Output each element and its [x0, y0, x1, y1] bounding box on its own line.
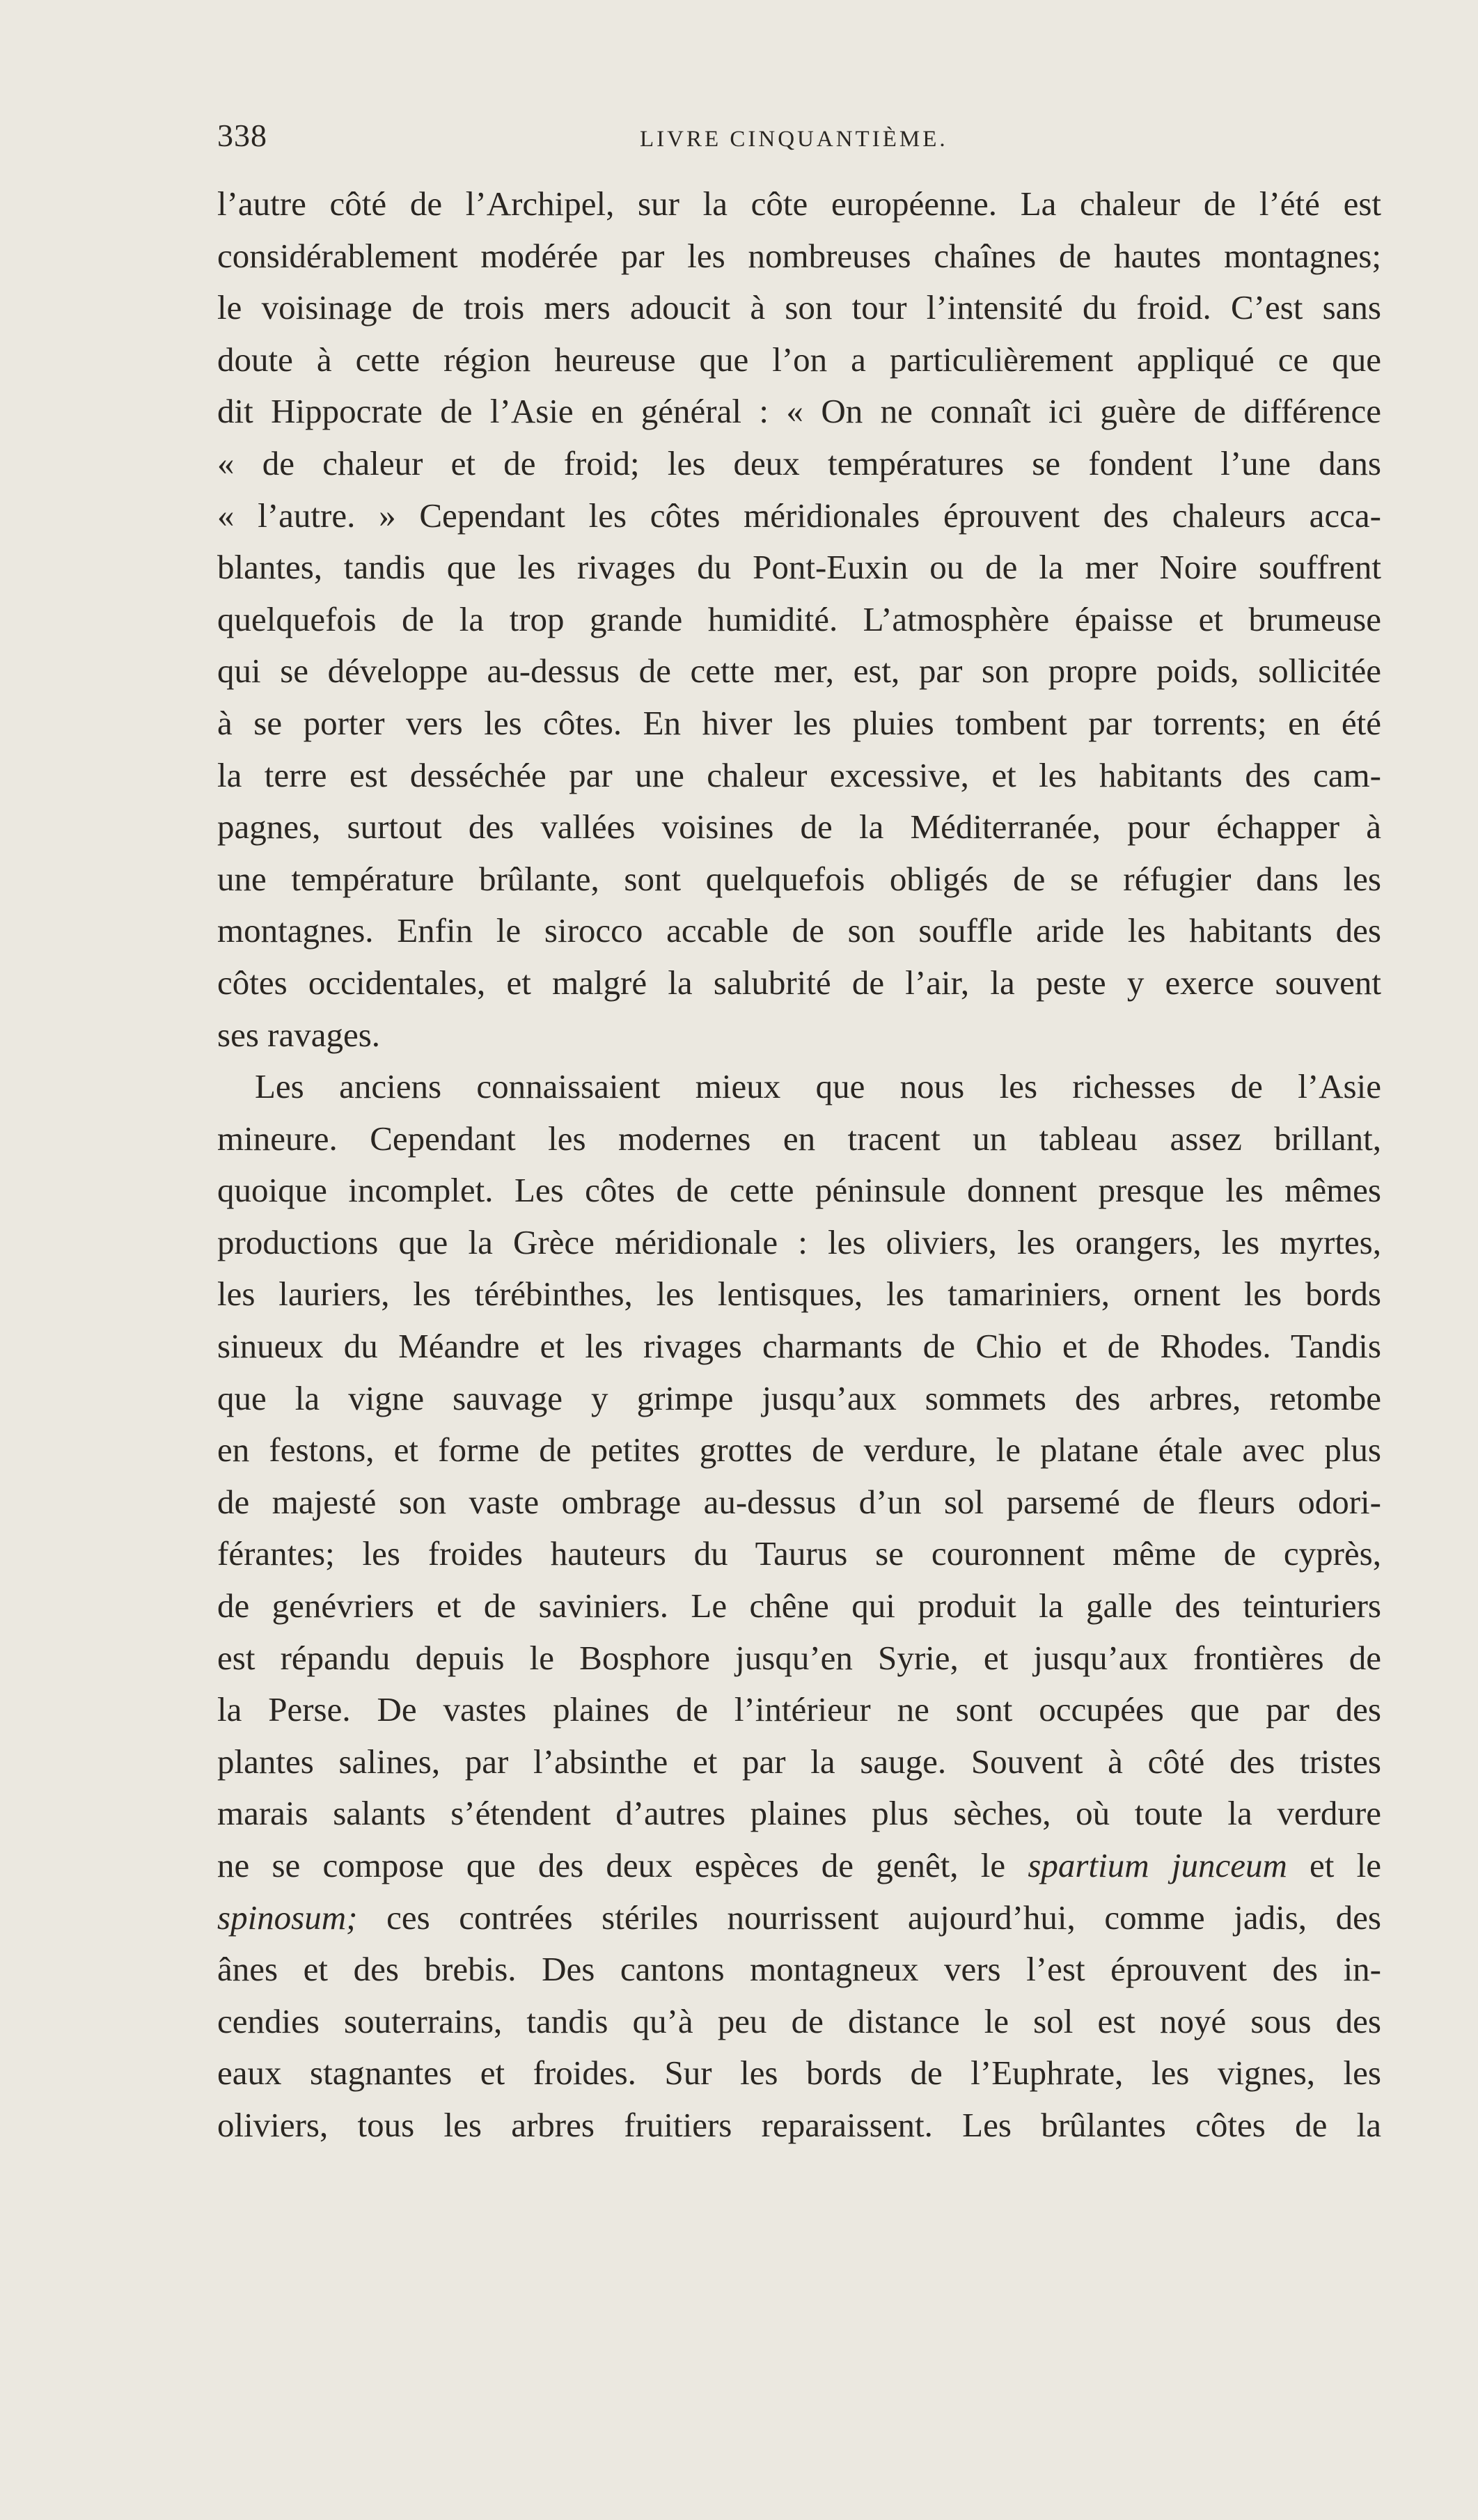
text-line: pagnes, surtout des vallées voisines de la Méditerranée, pour échapper à: [217, 808, 1381, 846]
text-line: de genévriers et de saviniers. Le chêne qui produit la galle des teinturiers: [217, 1586, 1381, 1625]
page-header: [217, 117, 1387, 159]
latin-term: spartium junceum: [1028, 1846, 1287, 1884]
text-line: côtes occidentales, et malgré la salubrité de l’air, la peste y exerce souvent: [217, 963, 1381, 1002]
text-line: est répandu depuis le Bosphore jusqu’en Syrie, et jusqu’aux frontières de: [217, 1638, 1381, 1677]
text-line: productions que la Grèce méridionale : les oliviers, les orangers, les myrtes,: [217, 1222, 1381, 1261]
text-line: marais salants s’étendent d’autres plaines plus sèches, où toute la verdure: [217, 1794, 1381, 1833]
text-line: quelquefois de la trop grande humidité. L’atmosphère épaisse et brumeuse: [217, 599, 1381, 638]
text-line: montagnes. Enfin le sirocco accable de son souffle aride les habitants des: [217, 911, 1381, 950]
text-line: la Perse. De vastes plaines de l’intérieur ne sont occupées que par des: [217, 1690, 1381, 1729]
text-segment: ne se compose que des deux espèces de genêt, le: [217, 1846, 1028, 1884]
text-line: ses ravages.: [217, 1015, 381, 1054]
text-line: l’autre côté de l’Archipel, sur la côte européenne. La chaleur de l’été est: [217, 184, 1381, 223]
text-line: « de chaleur et de froid; les deux températures se fondent l’une dans: [217, 443, 1381, 482]
text-segment: et le: [1287, 1846, 1381, 1884]
text-line: en festons, et forme de petites grottes de verdure, le platane étale avec plus: [217, 1431, 1381, 1470]
text-line: la terre est desséchée par une chaleur excessive, et les habitants des cam-: [217, 755, 1381, 794]
text-line: dit Hippocrate de l’Asie en général : « On ne connaît ici guère de différence: [217, 392, 1381, 431]
text-segment: ces contrées stériles nourrissent aujourd’hui, comme jadis, des: [386, 1898, 1381, 1937]
text-line: ânes et des brebis. Des cantons montagneux vers l’est éprouvent des in-: [217, 1950, 1381, 1989]
text-line: quoique incomplet. Les côtes de cette péninsule donnent presque les mêmes: [217, 1171, 1381, 1210]
body-text: [217, 178, 1381, 2152]
text-line: les lauriers, les térébinthes, les lentisques, les tamariniers, ornent les bords: [217, 1275, 1381, 1314]
text-line: doute à cette région heureuse que l’on a particulièrement appliqué ce que: [217, 340, 1381, 379]
text-line: considérablement modérée par les nombreuses chaînes de hautes montagnes;: [217, 236, 1381, 275]
text-line: sinueux du Méandre et les rivages charmants de Chio et de Rhodes. Tandis: [217, 1327, 1381, 1366]
text-line: une température brûlante, sont quelquefois obligés de se réfugier dans les: [217, 859, 1381, 898]
text-line: mineure. Cependant les modernes en tracent un tableau assez brillant,: [217, 1119, 1381, 1158]
text-line: férantes; les froides hauteurs du Taurus se couronnent même de cyprès,: [217, 1534, 1381, 1573]
text-line: à se porter vers les côtes. En hiver les pluies tombent par torrents; en été: [217, 703, 1381, 742]
text-line: qui se développe au-dessus de cette mer, est, par son propre poids, sollicitée: [217, 652, 1381, 691]
running-head: LIVRE CINQUANTIÈME.: [640, 127, 948, 152]
text-line: « l’autre. » Cependant les côtes méridionales éprouvent des chaleurs acca-: [217, 496, 1381, 535]
text-line: cendies souterrains, tandis qu’à peu de distance le sol est noyé sous des: [217, 2001, 1381, 2040]
page-number: 338: [217, 118, 267, 153]
text-line: plantes salines, par l’absinthe et par la sauge. Souvent à côté des tristes: [217, 1742, 1381, 1781]
text-line: de majesté son vaste ombrage au-dessus d’un sol parsemé de fleurs odori-: [217, 1482, 1381, 1521]
text-line: blantes, tandis que les rivages du Pont-Euxin ou de la mer Noire souffrent: [217, 548, 1381, 587]
text-line: Les anciens connaissaient mieux que nous les richesses de l’Asie: [255, 1067, 1381, 1106]
text-line: oliviers, tous les arbres fruitiers reparaissent. Les brûlantes côtes de la: [217, 2105, 1381, 2144]
text-line: le voisinage de trois mers adoucit à son tour l’intensité du froid. C’est sans: [217, 288, 1381, 327]
text-line-with-italic: [217, 1892, 1381, 1944]
text-line: eaux stagnantes et froides. Sur les bords de l’Euphrate, les vignes, les: [217, 2054, 1381, 2093]
text-line: que la vigne sauvage y grimpe jusqu’aux sommets des arbres, retombe: [217, 1378, 1381, 1417]
latin-term: spinosum;: [217, 1898, 358, 1937]
text-line-with-italic: [217, 1840, 1381, 1892]
